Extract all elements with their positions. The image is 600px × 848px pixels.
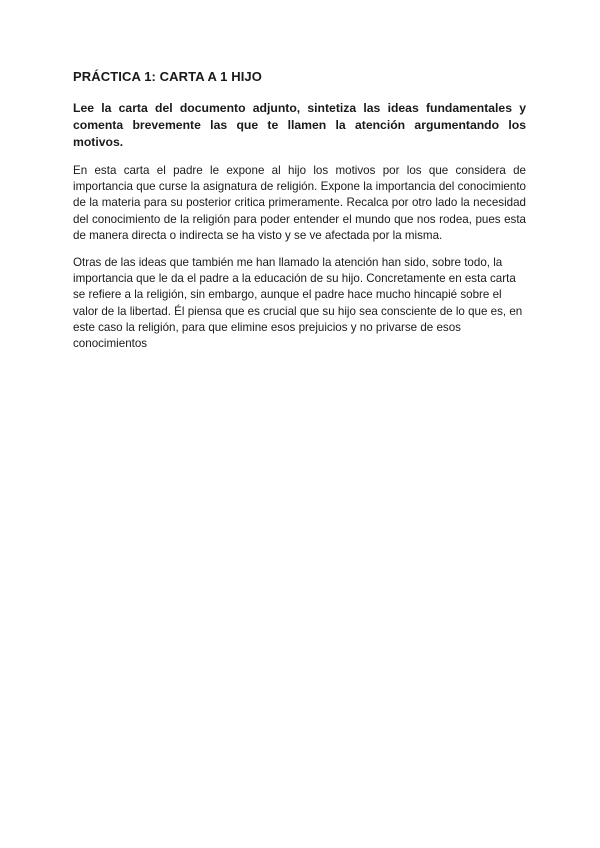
paragraph-summary: En esta carta el padre le expone al hijo los motivos por los que considera de importancia que curse la asignatura de religión. Expone la importancia del conocimiento de la materia para su posterior critica primeramente. Recalca por otro lado la necesidad del conocimiento de la religión para poder entender el mundo que nos rodea, pues esta de manera directa o indirecta se ha visto y se ve afectada por la misma. (73, 164, 526, 242)
document-title: PRÁCTICA 1: CARTA A 1 HIJO (73, 69, 262, 84)
assignment-prompt: Lee la carta del documento adjunto, sintetiza las ideas fundamentales y comenta brevemente las que te llamen la atención argumentando los motivos. (73, 101, 526, 149)
paragraph-comment: Otras de las ideas que también me han llamado la atención han sido, sobre todo, la importancia que le da el padre a la educación de su hijo. Concretamente en esta carta se refiere a la religión, sin embargo, aunque el padre hace mucho hincapié sobre el valor de la libertad. Él piensa que es crucial que su hijo sea consciente de lo que es, en este caso la religión, para que elimine esos prejuicios y no privarse de esos conocimientos (73, 256, 523, 351)
document-body (73, 68, 526, 363)
